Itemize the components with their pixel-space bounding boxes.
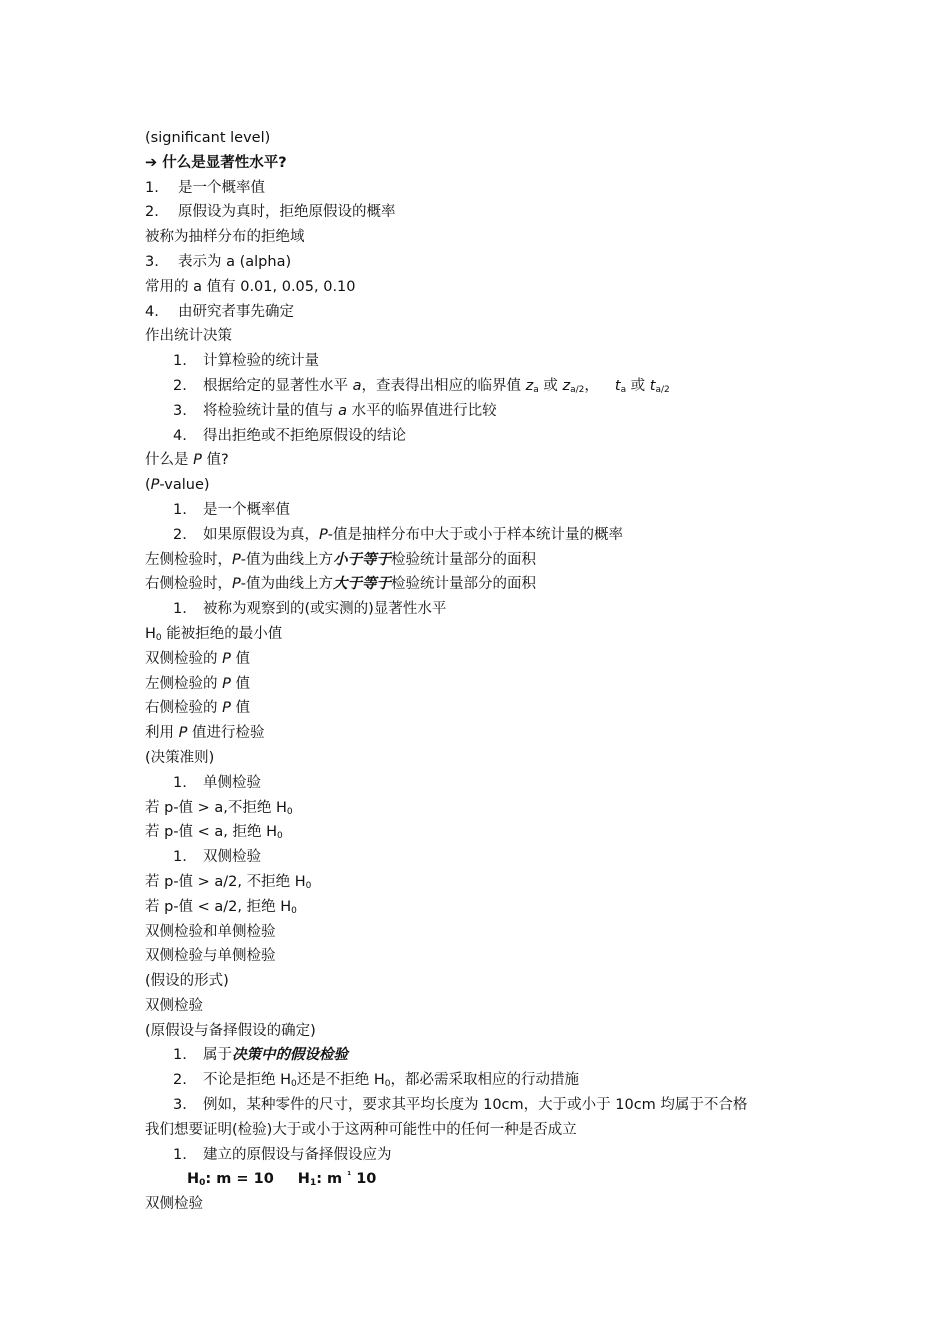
text: 计算检验的统计量	[203, 353, 319, 370]
text: 还是不拒绝 H	[296, 1072, 385, 1089]
subscript: 0	[291, 1079, 297, 1090]
list-item	[145, 399, 865, 424]
text: ，	[584, 377, 599, 394]
text: 右侧检验时，	[145, 576, 232, 593]
text: 常用的 a 值有 0.01, 0.05, 0.10	[145, 278, 356, 295]
text: -value)	[159, 477, 210, 494]
list-item	[145, 349, 865, 374]
paragraph	[145, 1192, 865, 1217]
text: 原假设为真时，拒绝原假设的概率	[178, 204, 396, 221]
text: 作出统计决策	[145, 328, 232, 345]
p-symbol: P	[232, 551, 241, 568]
item-number: 1.	[145, 179, 159, 196]
p-symbol: P	[319, 526, 328, 543]
subscript: 0	[305, 880, 312, 891]
text: 由研究者事先确定	[178, 303, 294, 320]
paragraph	[145, 672, 865, 697]
text: H	[187, 1171, 200, 1188]
text: 单侧检验	[203, 774, 261, 791]
arrow-icon: ➔	[145, 154, 158, 171]
item-number: 1.	[173, 353, 187, 370]
text: 10	[351, 1171, 377, 1188]
text: 右侧检验的	[145, 700, 223, 717]
item-number: 3.	[173, 1097, 187, 1114]
heading-what-is-significance	[145, 151, 865, 176]
item-number: 1.	[173, 849, 187, 866]
text: 双侧检验	[145, 997, 203, 1014]
list-item	[145, 200, 865, 225]
item-number: 4.	[145, 303, 159, 320]
paragraph	[145, 994, 865, 1019]
text: : m	[316, 1171, 348, 1188]
text: 将检验统计量的值与	[203, 402, 339, 419]
emphasis: 小于等于	[332, 551, 391, 568]
text: 能被拒绝的最小值	[161, 625, 283, 642]
text: 值?	[201, 452, 229, 469]
text: 值进行检验	[187, 725, 265, 742]
subscript: a	[533, 384, 539, 395]
list-item	[145, 374, 865, 399]
text: 是一个概率值	[203, 501, 290, 518]
t-symbol: t	[614, 377, 621, 394]
paragraph	[145, 721, 865, 746]
text: 值	[230, 700, 250, 717]
paragraph	[145, 572, 865, 597]
item-number: 4.	[173, 427, 187, 444]
paragraph	[145, 324, 865, 349]
item-number: 1.	[173, 601, 187, 618]
text: 根据给定的显著性水平	[203, 377, 353, 394]
item-number: 2.	[173, 526, 187, 543]
text: 检验统计量部分的面积	[390, 551, 536, 568]
text: 若 p-值 < a, 拒绝 H	[145, 824, 278, 841]
text: 不论是拒绝 H	[203, 1072, 292, 1089]
heading-what-is-p-value	[145, 448, 865, 473]
subscript: 0	[155, 632, 162, 643]
alpha-symbol: a	[352, 377, 362, 394]
text: 双侧检验	[145, 1196, 203, 1213]
text: 或	[538, 377, 563, 394]
paragraph	[145, 870, 865, 895]
subscript: 1	[309, 1178, 317, 1189]
text: H	[145, 625, 156, 642]
p-symbol: P	[222, 675, 231, 692]
text: 得出拒绝或不拒绝原假设的结论	[203, 427, 406, 444]
alpha-symbol: a	[338, 402, 347, 419]
paragraph	[145, 969, 865, 994]
text: 左侧检验的	[145, 675, 223, 692]
t-symbol: t	[649, 377, 656, 394]
paragraph	[145, 647, 865, 672]
paragraph	[145, 1019, 865, 1044]
item-number: 2.	[145, 204, 159, 221]
text: 双侧检验	[203, 849, 261, 866]
list-item	[145, 176, 865, 201]
text: (significant level)	[145, 130, 271, 146]
p-symbol: P	[150, 477, 160, 494]
item-number: 2.	[173, 1072, 187, 1089]
paragraph	[145, 473, 865, 498]
text: 双侧检验和单侧检验	[145, 923, 276, 940]
paragraph	[145, 696, 865, 721]
item-number: 1.	[173, 501, 187, 518]
text: 双侧检验与单侧检验	[145, 948, 276, 965]
p-symbol: P	[193, 452, 202, 469]
list-item	[145, 498, 865, 523]
text: ，查表得出相应的临界值	[361, 377, 526, 394]
text: -值为曲线上方	[240, 576, 333, 593]
paragraph	[145, 796, 865, 821]
paragraph	[145, 275, 865, 300]
hypothesis-formula	[145, 1167, 865, 1192]
text: 利用	[145, 725, 179, 742]
text: 建立的原假设与备择假设应为	[203, 1146, 392, 1163]
paragraph	[145, 920, 865, 945]
text: 被称为抽样分布的拒绝域	[145, 229, 305, 246]
paragraph	[145, 820, 865, 845]
paragraph	[145, 1118, 865, 1143]
subscript: 0	[277, 831, 283, 842]
text: 例如，某种零件的尺寸，要求其平均长度为 10cm，大于或小于 10cm 均属于不合格	[203, 1097, 748, 1114]
subscript: 0	[384, 1079, 391, 1090]
subscript: 0	[199, 1178, 206, 1189]
text: 若 p-值 > a,不拒绝 H	[145, 799, 287, 816]
item-number: 1.	[173, 1047, 187, 1064]
text: (	[145, 477, 151, 494]
text: H	[297, 1171, 310, 1188]
subscript: 0	[286, 806, 293, 817]
p-symbol: P	[232, 576, 241, 593]
list-item	[145, 1093, 865, 1118]
list-item	[145, 1068, 865, 1093]
subscript: 0	[291, 905, 297, 916]
text: -值是抽样分布中大于或小于样本统计量的概率	[327, 526, 623, 543]
text: 什么是显著性水平?	[162, 154, 287, 171]
item-number: 1.	[173, 774, 187, 791]
text: 表示为 a (alpha)	[178, 253, 292, 270]
superscript: ¹	[347, 1171, 352, 1182]
text: 值	[230, 675, 250, 692]
text: 检验统计量部分的面积	[390, 576, 536, 593]
item-number: 3.	[173, 402, 187, 419]
document-body	[145, 126, 865, 1217]
item-number: 3.	[145, 253, 159, 270]
list-item	[145, 1143, 865, 1168]
paragraph	[145, 746, 865, 771]
item-number: 2.	[173, 377, 187, 394]
p-symbol: P	[178, 725, 188, 742]
list-item	[145, 250, 865, 275]
list-item	[145, 597, 865, 622]
list-item	[145, 523, 865, 548]
p-symbol: P	[222, 700, 231, 717]
emphasis: 大于等于	[332, 576, 391, 593]
text: 水平的临界值进行比较	[347, 402, 497, 419]
text: -值为曲线上方	[240, 551, 333, 568]
line-significant-level	[145, 126, 865, 151]
list-item	[145, 1043, 865, 1068]
list-item	[145, 771, 865, 796]
text: (原假设与备择假设的确定)	[145, 1022, 316, 1039]
text: 属于	[203, 1047, 232, 1064]
subscript: a/2	[655, 384, 670, 395]
text: 若 p-值 > a/2, 不拒绝 H	[145, 873, 306, 890]
text: 被称为观察到的(或实测的)显著性水平	[203, 601, 447, 618]
subscript: a/2	[570, 384, 585, 395]
list-item	[145, 300, 865, 325]
subscript: a	[620, 384, 627, 395]
p-symbol: P	[222, 650, 231, 667]
paragraph	[145, 944, 865, 969]
z-symbol: z	[562, 377, 571, 394]
text: : m = 10	[205, 1171, 274, 1188]
item-number: 1.	[173, 1146, 187, 1163]
paragraph	[145, 622, 865, 647]
text: (决策准则)	[145, 749, 215, 766]
text: 什么是	[145, 452, 194, 469]
list-item	[145, 845, 865, 870]
text: 左侧检验时，	[145, 551, 232, 568]
paragraph	[145, 895, 865, 920]
paragraph	[145, 548, 865, 573]
z-symbol: z	[525, 377, 534, 394]
text: (假设的形式)	[145, 973, 229, 990]
emphasis: 决策中的假设检验	[232, 1047, 348, 1064]
text: 如果原假设为真，	[203, 526, 319, 543]
text: 我们想要证明(检验)大于或小于这两种可能性中的任何一种是否成立	[145, 1121, 577, 1138]
list-item	[145, 424, 865, 449]
text: 或	[626, 377, 650, 394]
paragraph	[145, 225, 865, 250]
text: 是一个概率值	[178, 179, 265, 196]
text: 若 p-值 < a/2, 拒绝 H	[145, 898, 292, 915]
text: ，都必需采取相应的行动措施	[390, 1072, 579, 1089]
text: 值	[230, 650, 250, 667]
text: 双侧检验的	[145, 650, 223, 667]
